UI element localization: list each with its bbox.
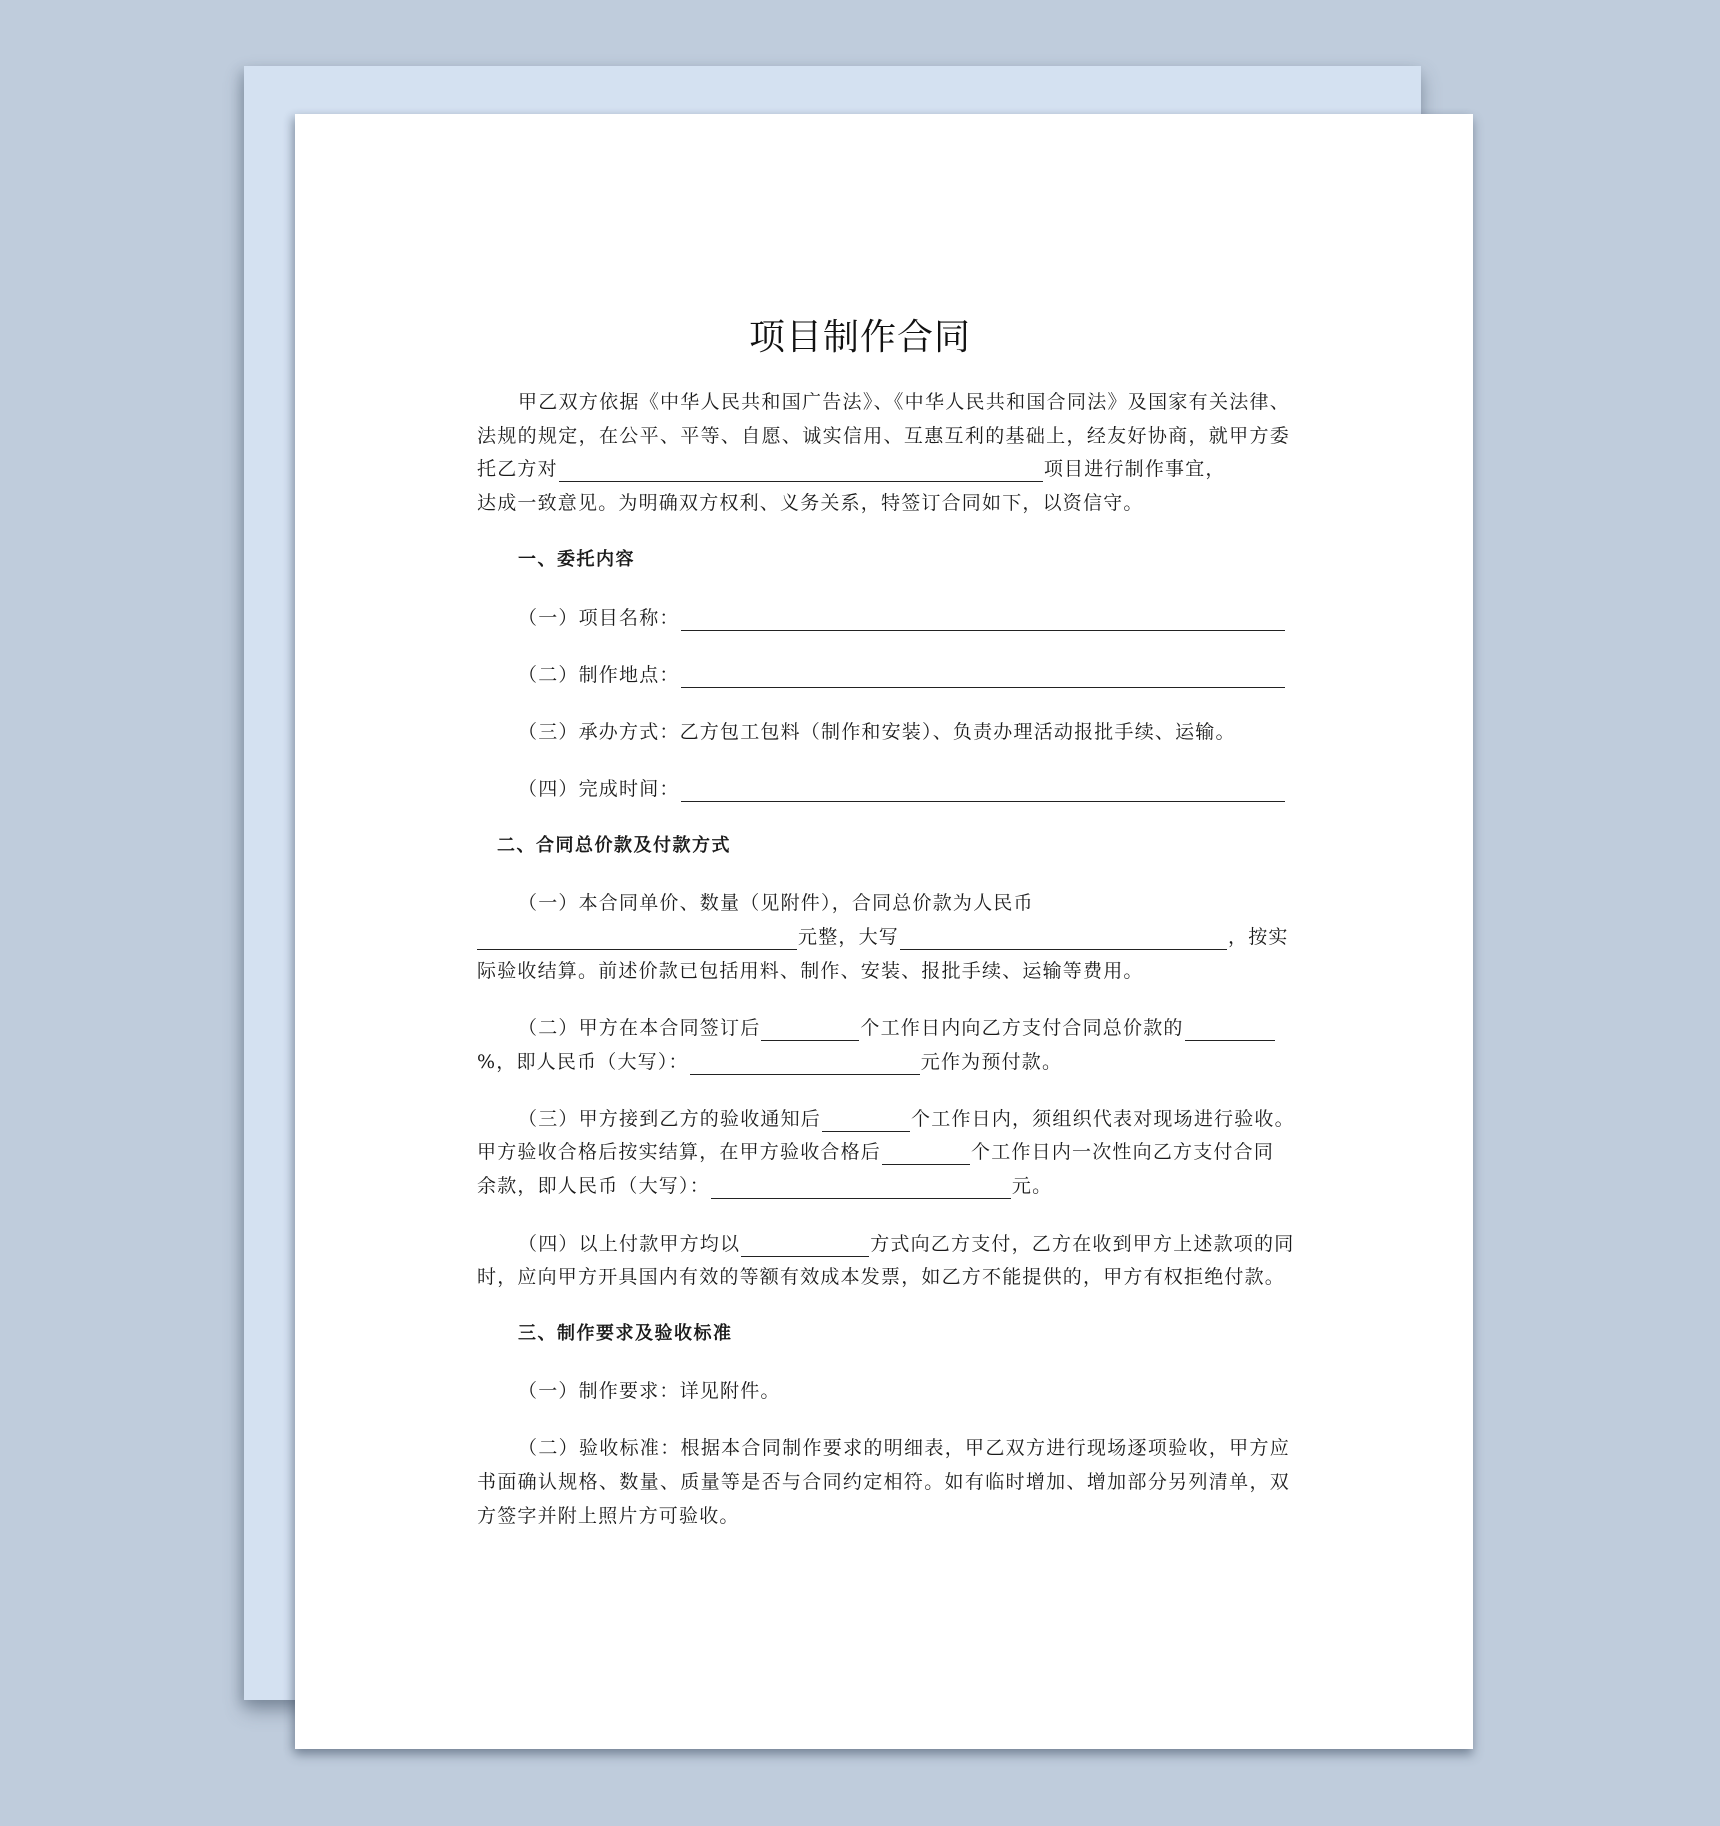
acceptance-line-2: [477, 1139, 1297, 1165]
item-completion-time: [518, 776, 1290, 802]
item-production-location: [518, 662, 1290, 688]
price-line-3: 际验收结算。前述价款已包括用料、制作、安装、报批手续、运输等费用。: [477, 960, 1144, 982]
acceptance-line-1-b: 个工作日内，须组织代表对现场进行验收。: [911, 1108, 1295, 1130]
balance-amount-field[interactable]: [711, 1178, 1011, 1199]
intro-line-2: 法规的规定，在公平、平等、自愿、诚实信用、互惠互利的基础上，经友好协商，就甲方委: [477, 425, 1290, 447]
project-name-label: （一）项目名称：: [518, 607, 680, 629]
acceptance-standard-line-3: 方签字并附上照片方可验收。: [477, 1505, 740, 1527]
intro-line-3-post: 项目进行制作事宜，: [1043, 458, 1226, 480]
payment-method-line-2: 时，应向甲方开具国内有效的等额有效成本发票，如乙方不能提供的，甲方有权拒绝付款。: [477, 1266, 1286, 1288]
acceptance-line-1: [518, 1106, 1338, 1132]
payment-method-line-1: [518, 1231, 1338, 1257]
production-location-field[interactable]: [681, 667, 1285, 688]
prepay-line-2: [477, 1049, 1297, 1075]
prepay-line-1: [518, 1015, 1338, 1041]
intro-line-4: 达成一致意见。为明确双方权利、义务关系，特签订合同如下，以资信守。: [477, 492, 1144, 514]
acceptance-line-2-b: 个工作日内一次性向乙方支付合同: [971, 1141, 1275, 1163]
intro-line-3-pre: 托乙方对: [477, 458, 558, 480]
payment-method-line-1-a: （四）以上付款甲方均以: [518, 1233, 741, 1255]
prepay-days-field[interactable]: [761, 1020, 859, 1041]
acceptance-line-1-a: （三）甲方接到乙方的验收通知后: [518, 1108, 822, 1130]
prepay-line-1-a: （二）甲方在本合同签订后: [518, 1017, 761, 1039]
document-title: 项目制作合同: [748, 317, 971, 358]
acceptance-line-2-a: 甲方验收合格后按实结算，在甲方验收合格后: [477, 1141, 882, 1163]
acceptance-standard-line-2: 书面确认规格、数量、质量等是否与合同约定相符。如有临时增加、增加部分另列清单，双: [477, 1471, 1290, 1493]
price-line-2: [477, 924, 1297, 950]
price-line-2-end: ，按实: [1228, 926, 1289, 948]
price-amount-field[interactable]: [477, 929, 797, 950]
section-3-heading: 三、制作要求及验收标准: [518, 1323, 733, 1344]
project-blank-field[interactable]: [559, 461, 1043, 482]
payment-method-field[interactable]: [741, 1236, 869, 1257]
prepay-amount-field[interactable]: [690, 1054, 920, 1075]
price-line-1: （一）本合同单价、数量（见附件），合同总价款为人民币: [518, 892, 1034, 914]
section-2-heading: 二、合同总价款及付款方式: [497, 835, 731, 856]
intro-line-1: 甲乙双方依据《中华人民共和国广告法》、《中华人民共和国合同法》及国家有关法律、: [518, 391, 1290, 413]
acceptance-standard-line-1: （二）验收标准：根据本合同制作要求的明细表，甲乙双方进行现场逐项验收，甲方应: [518, 1437, 1290, 1459]
acceptance-notice-days-field[interactable]: [822, 1111, 910, 1132]
acceptance-line-3-a: 余款，即人民币（大写）：: [477, 1175, 710, 1197]
acceptance-line-3-b: 元。: [1011, 1175, 1053, 1197]
prepay-line-2-a: %，即人民币（大写）：: [477, 1051, 689, 1073]
item-contracting-method: （三）承办方式：乙方包工包料（制作和安装）、负责办理活动报批手续、运输。: [518, 721, 1236, 743]
prepay-line-1-b: 个工作日内向乙方支付合同总价款的: [860, 1017, 1184, 1039]
completion-time-field[interactable]: [681, 781, 1285, 802]
prepay-percent-field[interactable]: [1185, 1020, 1275, 1041]
section-1-heading: 一、委托内容: [518, 549, 635, 570]
payment-method-line-1-b: 方式向乙方支付，乙方在收到甲方上述款项的同: [870, 1233, 1295, 1255]
final-payment-days-field[interactable]: [882, 1144, 970, 1165]
item-project-name: [518, 605, 1290, 631]
completion-time-label: （四）完成时间：: [518, 778, 680, 800]
production-requirements: （一）制作要求：详见附件。: [518, 1380, 781, 1402]
intro-line-3: [477, 456, 1290, 482]
price-uppercase-field[interactable]: [900, 929, 1227, 950]
project-name-field[interactable]: [681, 610, 1285, 631]
production-location-label: （二）制作地点：: [518, 664, 680, 686]
price-line-2-mid: 元整，大写: [798, 926, 900, 948]
acceptance-line-3: [477, 1173, 1297, 1199]
prepay-line-2-b: 元作为预付款。: [920, 1051, 1063, 1073]
